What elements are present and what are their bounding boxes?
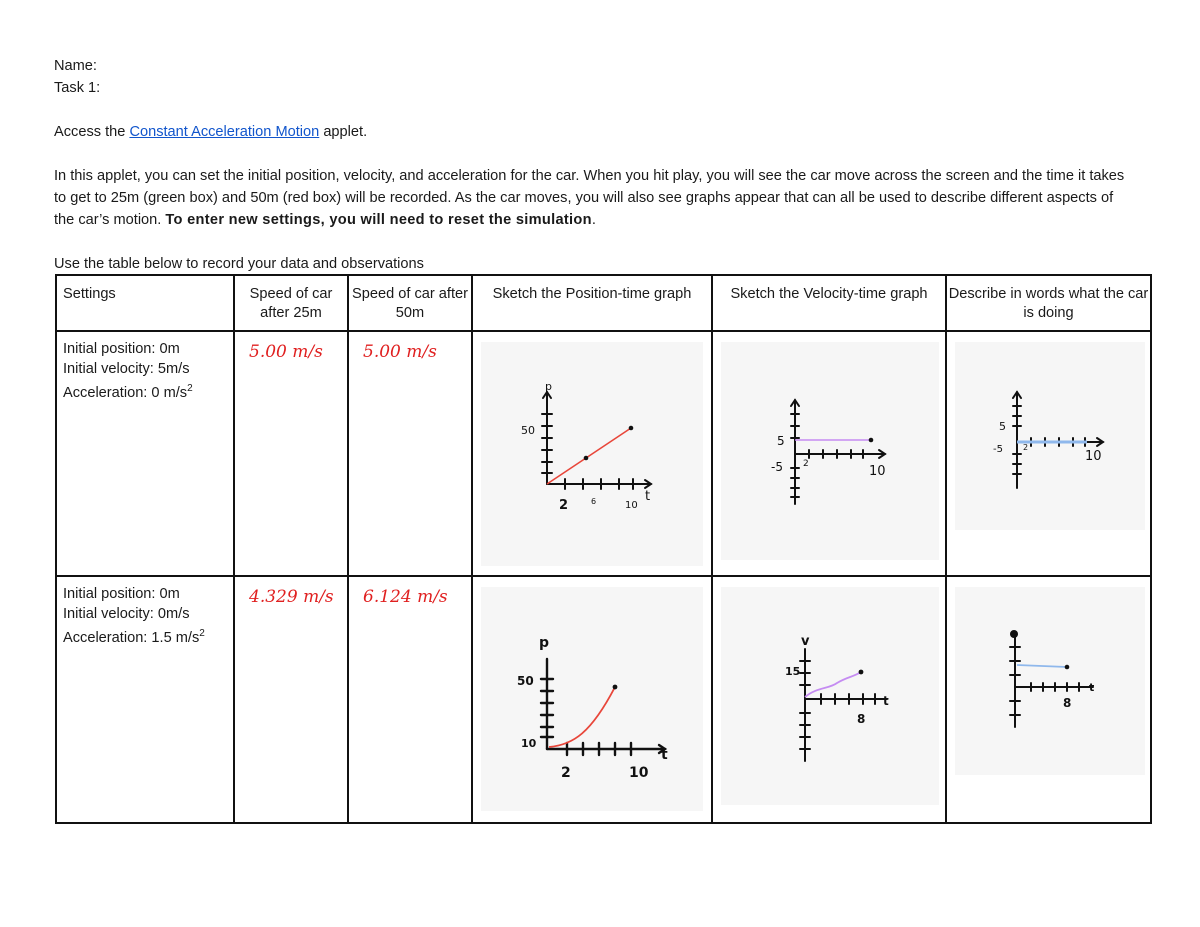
position-sketch-cell[interactable] (472, 331, 712, 576)
acceleration: Acceleration: 1.5 $m/s^2$ (63, 628, 205, 646)
svg-text:v: v (801, 634, 810, 649)
access-prefix: Access the (54, 124, 130, 140)
description-text: In this applet, you can set the initial position, velocity, and acceleration for the car. When you hit play, you will see the car move across the screen and the time it takes to get to 25m (green box) and 50m (red box) will be recorded. As the car moves, you will also see graphs appear that can all be used to describe different aspects of the car’s motion. (54, 168, 1125, 228)
name-label: Name: (54, 58, 97, 74)
svg-text:2: 2 (1023, 443, 1029, 452)
initial-velocity: Initial velocity: 0m/s (63, 605, 190, 622)
svg-text:8: 8 (1063, 696, 1072, 710)
description-sketch (947, 577, 1148, 822)
bold-instruction: To enter new settings, you will need to reset the simulation (165, 212, 592, 228)
header-describe: Describe in words what the car is doing (946, 275, 1151, 331)
observation-table (55, 274, 1152, 824)
header-speed-25: Speed of car after 25m (234, 275, 348, 331)
description-sketch (947, 332, 1148, 575)
velocity-sketch-cell[interactable] (712, 576, 946, 823)
table-header-row (56, 275, 1151, 331)
svg-text:10: 10 (1085, 449, 1102, 464)
svg-text:10: 10 (629, 765, 649, 781)
svg-text:p: p (539, 635, 550, 651)
settings-cell (56, 576, 234, 823)
svg-text:2: 2 (803, 459, 809, 469)
table-row (56, 331, 1151, 576)
speed-50-cell[interactable]: 5.00 m/s (348, 331, 472, 576)
svg-text:8: 8 (857, 712, 866, 726)
velocity-time-sketch (713, 332, 943, 575)
initial-velocity: Initial velocity: 5m/s (63, 360, 190, 377)
description-paragraph (54, 165, 1134, 231)
svg-text:5: 5 (777, 434, 785, 448)
svg-text:50: 50 (517, 674, 534, 688)
position-time-sketch (473, 332, 709, 575)
table-caption: Use the table below to record your data and observations (54, 256, 424, 272)
svg-text:6: 6 (591, 497, 597, 506)
position-time-sketch (473, 577, 709, 822)
initial-position: Initial position: 0m (63, 586, 180, 602)
svg-text:2: 2 (559, 498, 569, 513)
acceleration: Acceleration: 0 $m/s^2$ (63, 383, 193, 401)
header-settings: Settings (56, 275, 234, 331)
initial-position: Initial position: 0m (63, 341, 180, 357)
svg-text:-5: -5 (771, 460, 783, 474)
tick-label-50: 50 (521, 424, 535, 437)
access-suffix: applet. (319, 124, 368, 140)
velocity-time-sketch (713, 577, 943, 822)
applet-link[interactable]: Constant Acceleration Motion (129, 124, 320, 140)
axis-label-p: p (545, 380, 552, 393)
settings-cell (56, 331, 234, 576)
svg-text:-5: -5 (993, 444, 1003, 455)
svg-text:10: 10 (869, 464, 886, 479)
header-velocity-sketch: Sketch the Velocity-time graph (712, 275, 946, 331)
bold-suffix: . (591, 212, 596, 228)
svg-text:t: t (1089, 681, 1095, 694)
document-body (54, 55, 1148, 275)
position-sketch-cell[interactable] (472, 576, 712, 823)
header-position-sketch: Sketch the Position-time graph (472, 275, 712, 331)
axis-marker-icon (1010, 630, 1018, 638)
access-line (54, 121, 1148, 143)
svg-text:10: 10 (625, 500, 638, 511)
table-row (56, 576, 1151, 823)
svg-text:15: 15 (785, 665, 801, 678)
svg-text:t: t (645, 489, 651, 504)
svg-text:10: 10 (521, 737, 537, 750)
task-label: Task 1: (54, 80, 101, 96)
description-sketch-cell[interactable] (946, 331, 1151, 576)
header-speed-50: Speed of car after 50m (348, 275, 472, 331)
svg-text:5: 5 (999, 420, 1006, 433)
svg-text:t: t (883, 694, 889, 708)
description-sketch-cell[interactable] (946, 576, 1151, 823)
velocity-sketch-cell[interactable] (712, 331, 946, 576)
speed-25-cell[interactable]: 4.329 m/s (234, 576, 348, 823)
speed-50-cell[interactable]: 6.124 m/s (348, 576, 472, 823)
speed-25-cell[interactable]: 5.00 m/s (234, 331, 348, 576)
svg-text:t: t (661, 747, 668, 763)
svg-text:2: 2 (561, 765, 571, 781)
